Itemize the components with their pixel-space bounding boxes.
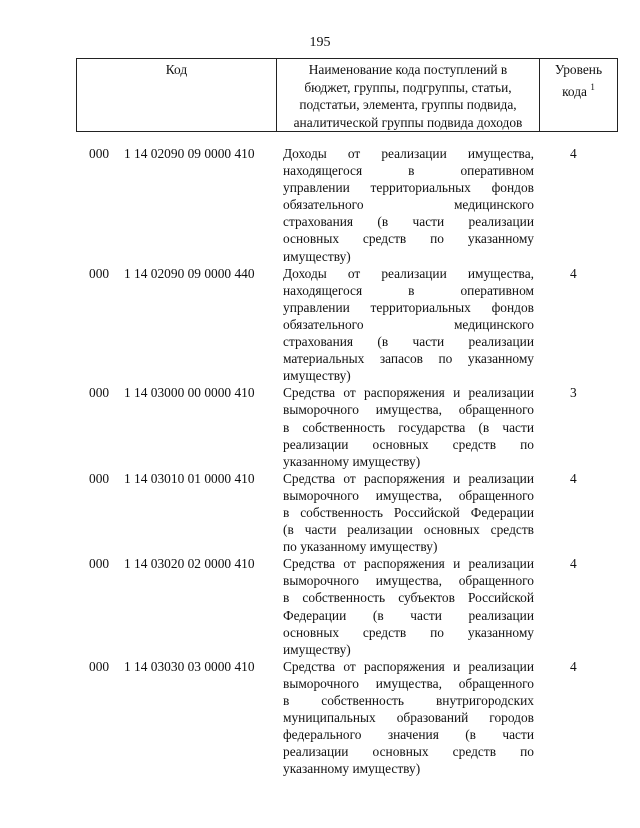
table-row xyxy=(76,555,616,658)
table-header xyxy=(76,58,618,132)
table-row xyxy=(76,470,616,555)
row-name-line: реализации основных средств по xyxy=(283,744,534,760)
header-code-label: Код xyxy=(165,62,188,77)
row-name-line: Доходы от реализации имущества, xyxy=(283,265,534,281)
row-level: 4 xyxy=(570,556,577,572)
row-name-line: в собственность внутригородских xyxy=(283,693,534,708)
row-level: 4 xyxy=(570,265,577,281)
header-level-line: Уровень xyxy=(554,62,603,77)
header-name-line: Наименование кода поступлений в xyxy=(308,62,508,77)
row-level: 3 xyxy=(570,385,577,401)
row-name-line: материальных запасов по указанному xyxy=(283,351,534,367)
row-name-line: Средства от распоряжения и реализации xyxy=(283,385,534,401)
row-name-line: находящегося в оперативном xyxy=(283,282,534,298)
row-name-line: по указанному имуществу) xyxy=(283,539,438,555)
row-name-line: в собственность государства (в части xyxy=(283,419,534,435)
row-name xyxy=(283,145,534,265)
row-name-line: основных средств по указанному xyxy=(283,624,534,640)
row-name-line: управлении территориальных фондов xyxy=(283,299,534,315)
row-name-line: выморочного имущества, обращенного xyxy=(283,402,534,418)
row-name-line: указанному имуществу) xyxy=(283,761,421,777)
header-code xyxy=(77,59,277,132)
row-admin-code: 000 xyxy=(89,658,110,674)
header-name-line: бюджет, группы, подгруппы, статьи, xyxy=(304,79,512,95)
row-admin-code: 000 xyxy=(89,385,110,401)
row-name xyxy=(283,555,534,658)
row-income-code: 1 14 02090 09 0000 440 xyxy=(124,265,255,281)
row-name-line: страхования (в части реализации xyxy=(283,334,534,350)
header-level xyxy=(540,59,618,132)
table-row xyxy=(76,145,616,265)
row-name-line: обязательного медицинского xyxy=(283,316,534,332)
row-name-line: имуществу) xyxy=(283,368,351,384)
row-name-line: страхования (в части реализации xyxy=(283,214,534,230)
header-level-line xyxy=(540,79,617,101)
table-body xyxy=(76,145,616,777)
header-level-label: кода xyxy=(562,83,588,99)
row-name-line: Средства от распоряжения и реализации xyxy=(283,658,534,674)
row-level: 4 xyxy=(570,658,577,674)
row-income-code: 1 14 03010 01 0000 410 xyxy=(124,470,255,486)
row-income-code: 1 14 03000 00 0000 410 xyxy=(124,385,255,401)
page-number: 195 xyxy=(309,35,331,50)
row-admin-code: 000 xyxy=(89,146,110,161)
header-name-line: аналитической группы подвида доходов xyxy=(293,114,523,130)
row-name-line: управлении территориальных фондов xyxy=(283,180,534,196)
row-name-line: федерального значения (в части xyxy=(283,727,534,743)
row-name-line: обязательного медицинского xyxy=(283,197,534,213)
row-name xyxy=(283,658,534,778)
row-income-code: 1 14 03030 03 0000 410 xyxy=(124,658,255,674)
row-admin-code: 000 xyxy=(89,265,110,281)
row-name xyxy=(283,384,534,469)
row-name-line: Федерации (в части реализации xyxy=(283,607,534,623)
table-row xyxy=(76,658,616,778)
header-name-line: подстатьи, элемента, группы подвида, xyxy=(299,97,517,112)
table-row xyxy=(76,265,616,385)
row-income-code: 1 14 02090 09 0000 410 xyxy=(124,146,255,161)
row-name-line: указанному имуществу) xyxy=(283,453,421,469)
row-name-line: Доходы от реализации имущества, xyxy=(283,146,534,161)
row-name-line: имуществу) xyxy=(283,248,351,264)
row-name-line: выморочного имущества, обращенного xyxy=(283,487,534,503)
row-name-line: находящегося в оперативном xyxy=(283,163,534,179)
row-name-line: имуществу) xyxy=(283,641,351,657)
row-name-line: выморочного имущества, обращенного xyxy=(283,573,534,589)
row-name-line: (в части реализации основных средств xyxy=(283,522,534,538)
row-name-line: выморочного имущества, обращенного xyxy=(283,675,534,691)
footnote-marker: 1 xyxy=(590,81,595,92)
row-name-line: реализации основных средств по xyxy=(283,436,534,452)
row-name-line: муниципальных образований городов xyxy=(283,710,534,726)
row-name-line: Средства от распоряжения и реализации xyxy=(283,556,534,572)
row-name-line: Средства от распоряжения и реализации xyxy=(283,470,534,486)
row-level: 4 xyxy=(570,146,577,161)
row-name xyxy=(283,265,534,385)
row-income-code: 1 14 03020 02 0000 410 xyxy=(124,556,255,572)
row-name xyxy=(283,470,534,555)
row-admin-code: 000 xyxy=(89,470,110,486)
header-name xyxy=(277,59,540,132)
table-row xyxy=(76,384,616,469)
row-name-line: в собственность субъектов Российской xyxy=(283,590,534,606)
row-level: 4 xyxy=(570,470,577,486)
row-name-line: в собственность Российской Федерации xyxy=(283,504,534,520)
row-admin-code: 000 xyxy=(89,556,110,572)
row-name-line: основных средств по указанному xyxy=(283,231,534,247)
